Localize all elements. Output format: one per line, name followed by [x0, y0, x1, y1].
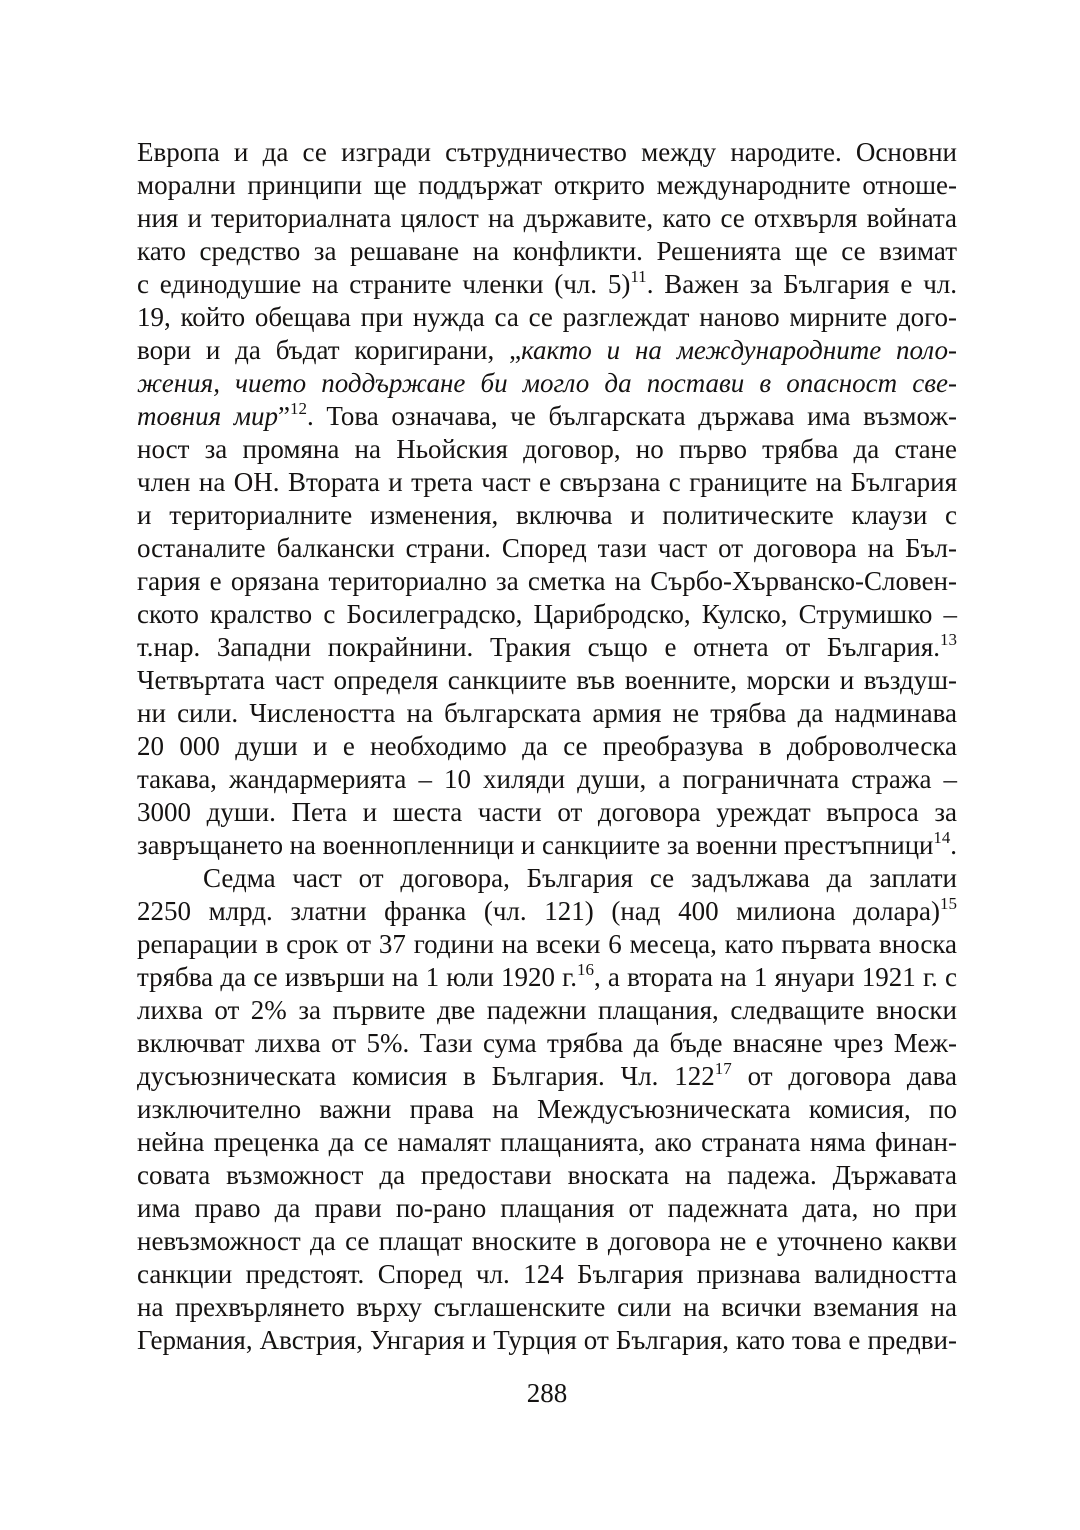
text-segment: невъзможност да се плащат вноските в договора не е уточнено какви: [137, 1226, 957, 1256]
text-line-content: [137, 928, 957, 961]
text-segment: такава, жандармерията – 10 хиляди души, а пограничната стража –: [137, 764, 957, 794]
text-segment: ”: [278, 401, 291, 431]
text-line: [137, 400, 957, 433]
text-segment: жения, чието поддържане би могло да постави в опасност све-: [137, 368, 957, 398]
text-segment: .: [950, 830, 957, 860]
text-segment: вори и да бъдат коригирани, „: [137, 335, 522, 365]
text-line-content: [137, 367, 957, 400]
text-segment: с единодушие на страните членки (чл. 5): [137, 269, 631, 299]
text-line: [137, 664, 957, 697]
text-line: [137, 169, 957, 202]
text-line: [137, 829, 957, 862]
text-line: [137, 895, 957, 928]
text-line: [137, 565, 957, 598]
text-line-content: [137, 829, 957, 862]
text-segment: на прехвърлянето върху съглашенските сили на всички вземания на: [137, 1292, 957, 1322]
footnote-reference: 11: [630, 267, 647, 286]
text-line-content: [137, 697, 957, 730]
footnote-reference: 13: [940, 630, 957, 649]
text-line: [137, 1291, 957, 1324]
text-segment: 19, който обещава при нужда са се разглеждат наново мирните дого-: [137, 302, 957, 332]
text-line: [137, 598, 957, 631]
text-line-content: [137, 1093, 957, 1126]
text-segment: изключително важни права на Междусъюзническата комисия, по: [137, 1094, 957, 1124]
text-segment: морални принципи ще поддържат открито международните отноше-: [137, 170, 957, 200]
text-line: [137, 1060, 957, 1093]
text-line: [137, 433, 957, 466]
text-segment: совата възможност да предостави вноската на падежа. Държавата: [137, 1160, 957, 1190]
text-segment: 3000 души. Пета и шеста части от договора уреждат въпроса за: [137, 797, 957, 827]
text-line: [137, 532, 957, 565]
text-segment: гария е орязана териториално за сметка на Сърбо-Хърванско-Словен-: [137, 566, 957, 596]
text-line: [137, 994, 957, 1027]
text-line: [137, 730, 957, 763]
text-segment: 2250 млрд. златни франка (чл. 121) (над 400 милиона долара): [137, 896, 940, 926]
text-line-content: [137, 1291, 957, 1324]
text-line: [137, 697, 957, 730]
text-line-content: [137, 796, 957, 829]
text-line-content: [203, 862, 957, 895]
text-segment: има право да прави по-рано плащания от падежната дата, но при: [137, 1193, 957, 1223]
text-line-content: [137, 1027, 957, 1060]
text-segment: Четвъртата част определя санкциите във военните, морски и въздуш-: [137, 665, 957, 695]
text-line-content: [137, 565, 957, 598]
text-line: [137, 763, 957, 796]
text-line-content: [137, 994, 957, 1027]
text-line: [137, 466, 957, 499]
text-line: [137, 1225, 957, 1258]
footnote-reference: 12: [290, 399, 308, 418]
text-segment: ни сили. Числеността на българската армия не трябва да надминава: [137, 698, 957, 728]
text-line-content: [137, 433, 957, 466]
text-segment: ност за промяна на Ньойския договор, но първо трябва да стане: [137, 434, 957, 464]
text-line: [137, 796, 957, 829]
text-line: [137, 136, 957, 169]
text-segment: репарации в срок от 37 години на всеки 6 месеца, като първата вноска: [137, 929, 957, 959]
text-segment: лихва от 2% за първите две падежни плащания, следващите вноски: [137, 995, 957, 1025]
text-line-content: [137, 598, 957, 631]
text-segment: ния и териториалната цялост на държавите, като се отхвърля войната: [137, 203, 957, 233]
text-line-content: [137, 961, 957, 994]
text-line: [137, 862, 957, 895]
text-segment: т.нар. Западни покрайнини. Тракия също е отнета от България.: [137, 632, 940, 662]
text-line-content: [137, 202, 957, 235]
text-segment: Европа и да се изгради сътрудничество между народите. Основни: [137, 137, 957, 167]
text-segment: . Важен за България е чл.: [646, 269, 957, 299]
text-line-content: [137, 763, 957, 796]
text-line: [137, 1126, 957, 1159]
text-segment: като средство за решаване на конфликти. Решенията ще се взимат: [137, 236, 957, 266]
text-line: [137, 334, 957, 367]
text-line-content: [137, 730, 957, 763]
text-line-content: [137, 1225, 957, 1258]
text-segment: завръщането на военнопленници и санкциите за военни престъпници: [137, 830, 934, 860]
text-segment: от договора дава: [731, 1061, 957, 1091]
text-line-content: [137, 235, 957, 268]
text-line: [137, 1159, 957, 1192]
text-line-content: [137, 334, 957, 367]
text-line-content: [137, 1258, 957, 1291]
text-segment: нейна преценка да се намалят плащанията, ако страната няма финан-: [137, 1127, 957, 1157]
text-line: [137, 961, 957, 994]
text-line-content: [137, 136, 957, 169]
text-segment: Седма част от договора, България се задължава да заплати: [203, 863, 957, 893]
text-line-content: [137, 895, 957, 928]
text-segment: член на ОН. Втората и трета част е свързана с границите на България: [137, 467, 957, 497]
text-line: [137, 928, 957, 961]
text-line-content: [137, 1159, 957, 1192]
footnote-reference: 15: [940, 894, 957, 913]
text-line: [137, 202, 957, 235]
text-line-content: [137, 169, 957, 202]
text-line-content: [137, 268, 957, 301]
text-line-content: [137, 532, 957, 565]
text-segment: останалите балкански страни. Според тази част от договора на Бъл-: [137, 533, 957, 563]
text-line: [137, 268, 957, 301]
text-line: [137, 1258, 957, 1291]
text-line: [137, 367, 957, 400]
footnote-reference: 16: [576, 960, 594, 979]
text-line-content: [137, 631, 957, 664]
text-line: [137, 235, 957, 268]
text-line-content: [137, 466, 957, 499]
text-line-content: [137, 400, 957, 433]
text-line: [137, 1027, 957, 1060]
text-line-content: [137, 664, 957, 697]
text-line: [137, 499, 957, 532]
text-segment: , а втората на 1 януари 1921 г. с: [593, 962, 957, 992]
footnote-reference: 14: [933, 828, 951, 847]
text-segment: както и на международните поло-: [521, 335, 957, 365]
text-segment: санкции предстоят. Според чл. 124 България признава валидността: [137, 1259, 957, 1289]
text-line-content: [137, 1192, 957, 1225]
text-line-content: [137, 1060, 957, 1093]
text-segment: ското кралство с Босилеградско, Царибродско, Кулско, Струмишко –: [137, 599, 957, 629]
text-segment: . Това означава, че българската държава има възмож-: [307, 401, 957, 431]
text-line-content: [137, 499, 957, 532]
text-line-content: [137, 1126, 957, 1159]
text-line: [137, 1192, 957, 1225]
text-line-content: [137, 301, 957, 334]
text-line: [137, 1324, 957, 1357]
text-segment: 20 000 души и е необходимо да се преобразува в доброволческа: [137, 731, 957, 761]
page-number: 288: [526, 1378, 568, 1408]
text-line: [137, 301, 957, 334]
footnote-reference: 17: [714, 1059, 732, 1078]
body-text: [137, 136, 957, 1357]
text-line: [137, 631, 957, 664]
text-segment: Германия, Австрия, Унгария и Турция от България, като това е предви-: [137, 1325, 957, 1355]
text-line-content: [137, 1324, 957, 1357]
text-segment: трябва да се извърши на 1 юли 1920 г.: [137, 962, 577, 992]
text-segment: дусъюзническата комисия в България. Чл. 122: [137, 1061, 715, 1091]
text-segment: товния мир: [137, 401, 279, 431]
text-segment: включват лихва от 5%. Тази сума трябва да бъде внасяне чрез Меж-: [137, 1028, 957, 1058]
text-segment: и териториалните изменения, включва и политическите клаузи с: [137, 500, 957, 530]
text-line: [137, 1093, 957, 1126]
